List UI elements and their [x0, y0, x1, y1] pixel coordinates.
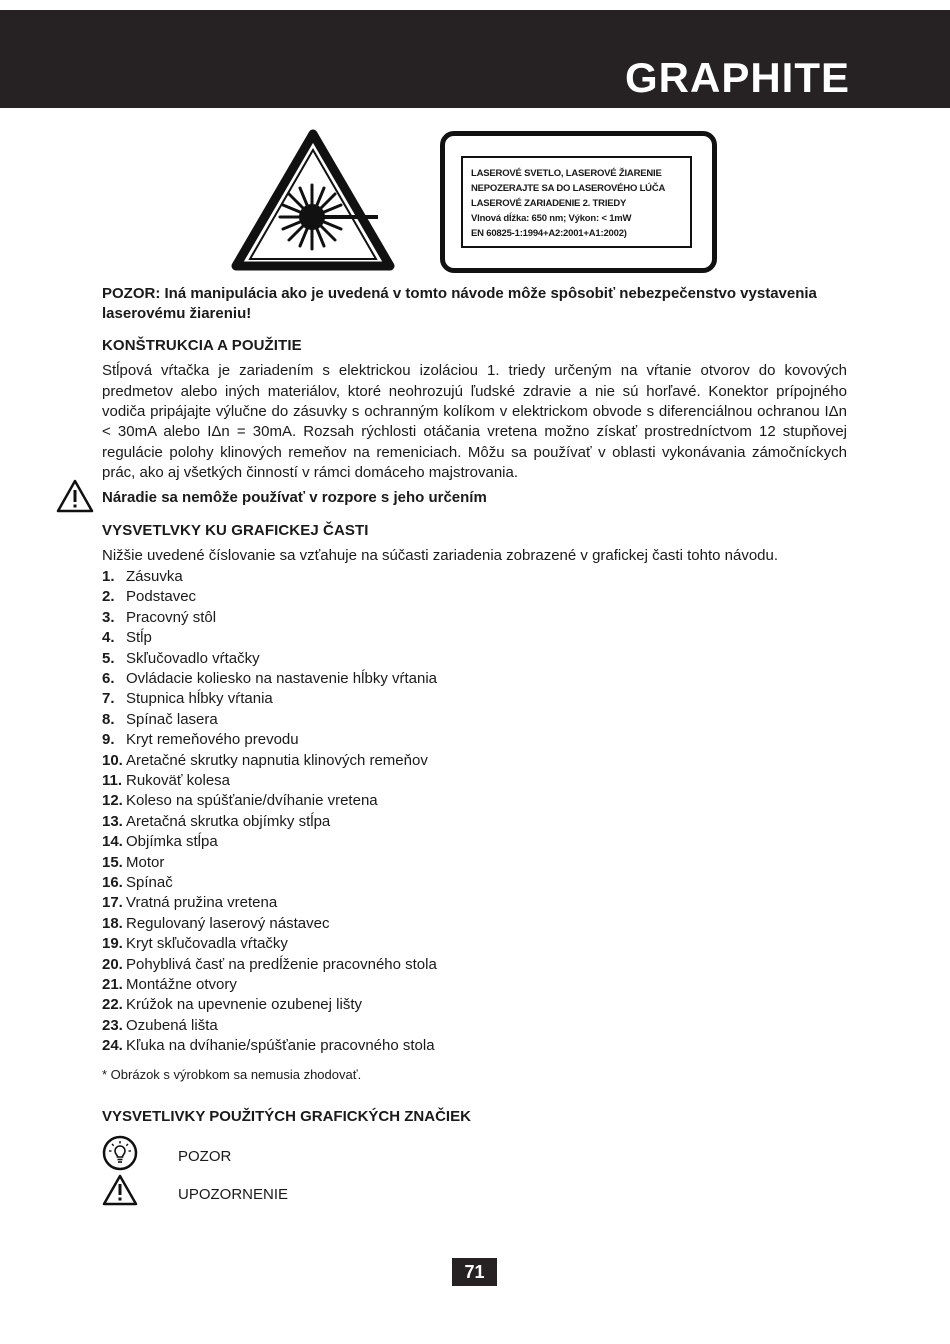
item-number: 15. [102, 853, 123, 871]
page-content [102, 284, 847, 1207]
item-number: 16. [102, 873, 123, 891]
item-label: Zásuvka [126, 567, 183, 585]
list-item [102, 853, 847, 873]
list-item [102, 975, 847, 995]
item-number: 20. [102, 955, 123, 973]
item-number: 22. [102, 996, 123, 1014]
warning-triangle-icon [56, 478, 94, 514]
item-number: 13. [102, 812, 123, 830]
list-item [102, 649, 847, 669]
item-label: Stĺp [126, 629, 152, 647]
item-number: 12. [102, 792, 123, 810]
item-number: 14. [102, 833, 123, 851]
item-label: Podstavec [126, 588, 197, 606]
item-label: Spínač [126, 873, 173, 891]
item-number: 8. [102, 710, 115, 728]
construction-heading: KONŠTRUKCIA A POUŽITIE [102, 336, 302, 354]
warning-triangle-icon [102, 1173, 138, 1207]
item-number: 9. [102, 731, 115, 749]
item-label: Kľuka na dvíhanie/spúšťanie pracovného stola [126, 1037, 435, 1055]
list-item [102, 934, 847, 954]
item-number: 23. [102, 1016, 123, 1034]
laser-label-line: Vlnová dĺžka: 650 nm; Výkon: < 1mW [471, 213, 632, 224]
item-label: Rukoväť kolesa [126, 771, 231, 789]
item-number: 1. [102, 567, 115, 585]
list-item [102, 628, 847, 648]
list-item [102, 587, 847, 607]
list-item [102, 812, 847, 832]
list-item [102, 567, 847, 587]
list-item [102, 791, 847, 811]
item-label: Skľučovadlo vŕtačky [126, 649, 260, 667]
laser-warning-label [440, 131, 717, 273]
item-number: 21. [102, 976, 123, 993]
symbol-row [102, 1135, 847, 1169]
item-label: Vratná pružina vretena [126, 894, 278, 912]
laser-label-text [461, 156, 692, 248]
item-number: 18. [102, 914, 123, 932]
item-number: 11. [102, 771, 123, 789]
item-number: 4. [102, 629, 115, 647]
laser-hazard-icon [230, 128, 396, 272]
item-label: Kryt remeňového prevodu [126, 731, 299, 749]
list-item [102, 771, 847, 791]
laser-label-line: LASEROVÉ ZARIADENIE 2. TRIEDY [471, 198, 627, 209]
list-item [102, 751, 847, 771]
item-label: Kryt skľučovadla vŕtačky [126, 935, 288, 953]
construction-text: Stĺpová vŕtačka je zariadením s elektrickou izoláciou 1. triedy určeným na vŕtanie otvorov do kovových predmetov alebo iných materiálov, ktoré neohrozujú ľudské zdravie a nie sú horľavé. Konektor prípojného vodiča pripájajte výlučne do zásuvky s ochranným kolíkom v elektrickom obvode s diferenciálnou ochranou IΔn < 30mA alebo IΔn = 30mA. Rozsah rýchlosti otáčania vretena možno získať prostredníctvom 12 stupňovej regulácie polohy klinových remeňov na remeniciach. Môžu sa používať v oblasti vykonávania zámočníckych prác, ako aj všetkých činností v rámci domáceho majstrovania. [102, 362, 847, 482]
item-label: Aretačné skrutky napnutia klinových remeňov [126, 751, 428, 769]
list-item [102, 955, 847, 975]
list-item [102, 730, 847, 750]
item-number: 10. [102, 751, 123, 769]
list-item [102, 710, 847, 730]
item-number: 19. [102, 935, 123, 953]
symbols-heading: VYSVETLIVKY POUŽITÝCH GRAFICKÝCH ZNAČIEK [102, 1108, 471, 1126]
brand-logo: GRAPHITE [624, 54, 850, 101]
list-item [102, 995, 847, 1015]
item-number: 17. [102, 894, 123, 912]
list-item [102, 914, 847, 934]
item-label: Motor [126, 853, 165, 871]
item-number: 5. [102, 649, 115, 667]
symbol-label: UPOZORNENIE [178, 1186, 289, 1204]
list-item [102, 1036, 847, 1056]
list-item [102, 1016, 847, 1036]
list-item [102, 893, 847, 913]
item-label: Montážne otvory [126, 976, 237, 993]
misuse-warning [102, 488, 847, 508]
list-item [102, 689, 847, 709]
item-number: 2. [102, 588, 115, 606]
item-label: Pohyblivá časť na predĺženie pracovného stola [126, 955, 437, 973]
parts-list [102, 567, 847, 1057]
item-number: 7. [102, 690, 115, 708]
symbol-label: POZOR [178, 1148, 232, 1166]
page-number: 71 [452, 1258, 497, 1286]
list-item [102, 669, 847, 689]
list-item [102, 873, 847, 893]
item-number: 6. [102, 669, 115, 687]
item-label: Krúžok na upevnenie ozubenej lišty [126, 996, 362, 1014]
list-item [102, 608, 847, 628]
image-disclaimer: * Obrázok s výrobkom sa nemusia zhodovať. [102, 1066, 362, 1082]
laser-label-line: NEPOZERAJTE SA DO LASEROVÉHO LÚČA [471, 183, 666, 194]
item-label: Koleso na spúšťanie/dvíhanie vretena [126, 792, 378, 810]
legend-intro: Nižšie uvedené číslovanie sa vzťahuje na súčasti zariadenia zobrazené v grafickej časti tohto návodu. [102, 547, 779, 565]
header-bar [0, 10, 950, 108]
item-label: Regulovaný laserový nástavec [126, 914, 330, 932]
laser-label-line: EN 60825-1:1994+A2:2001+A1:2002) [471, 228, 627, 239]
lightbulb-icon [102, 1135, 138, 1171]
item-label: Ovládacie koliesko na nastavenie hĺbky vŕtania [126, 669, 438, 687]
list-item [102, 832, 847, 852]
item-label: Pracovný stôl [126, 608, 217, 626]
laser-exposure-warning: POZOR: Iná manipulácia ako je uvedená v tomto návode môže spôsobiť nebezpečenstvo vystavenia laserovému žiareniu! [102, 285, 817, 323]
item-label: Spínač lasera [126, 710, 218, 728]
item-number: 24. [102, 1037, 123, 1055]
item-label: Aretačná skrutka objímky stĺpa [126, 812, 331, 830]
item-label: Ozubená lišta [126, 1016, 218, 1034]
item-number: 3. [102, 608, 115, 626]
misuse-warning-text: Náradie sa nemôže používať v rozpore s jeho určením [102, 488, 487, 506]
item-label: Stupnica hĺbky vŕtania [126, 690, 273, 708]
legend-heading: VYSVETLVKY KU GRAFICKEJ ČASTI [102, 522, 369, 540]
symbol-row [102, 1173, 847, 1207]
laser-label-line: LASEROVÉ SVETLO, LASEROVÉ ŽIARENIE [471, 168, 662, 179]
item-label: Objímka stĺpa [126, 833, 218, 851]
